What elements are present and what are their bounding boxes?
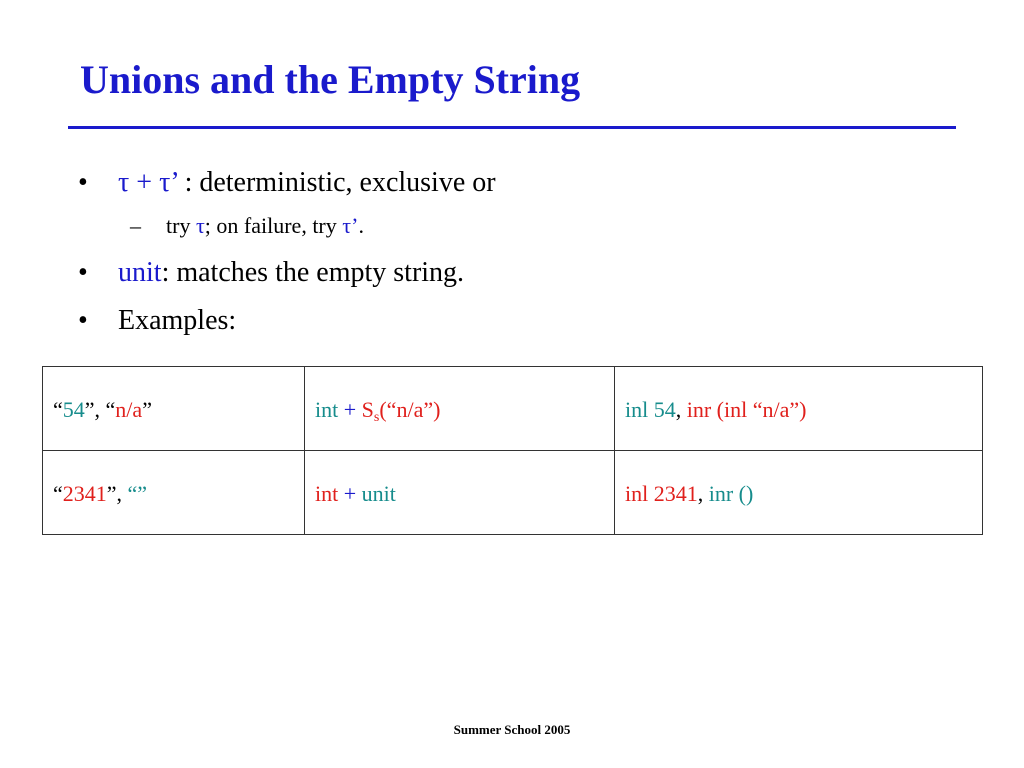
type-string: $S_s(“n/a”)$ — [361, 397, 441, 425]
tau-symbol: τ — [118, 167, 130, 198]
table-cell-input: “2341”, “” — [43, 451, 305, 535]
plus-symbol: + — [343, 397, 357, 422]
table-cell-input: “54”, “n/a” — [43, 367, 305, 451]
title-underline — [68, 126, 956, 129]
result-inr: inr (inl “n/a”) — [686, 397, 807, 422]
type-unit: unit — [361, 481, 396, 506]
bullet-unit-text — [118, 256, 464, 290]
examples-table — [42, 366, 983, 535]
table-cell-result: inl 2341, inr () — [615, 451, 983, 535]
bullet-dot: • — [78, 257, 88, 288]
tau-prime-symbol: τ’ — [342, 213, 359, 238]
sub-text-2: ; on failure, try — [204, 213, 343, 238]
table-row — [43, 451, 983, 535]
value-na: n/a — [115, 397, 143, 422]
bullet-dot: • — [78, 305, 88, 336]
type-int: int — [315, 397, 339, 422]
result-inl: inl 2341 — [625, 481, 698, 506]
slide-footer: Summer School 2005 — [453, 722, 571, 737]
bullet-examples-text: Examples: — [118, 305, 237, 336]
table-cell-type — [305, 367, 615, 451]
table-cell-result: inl 54, inr (inl “n/a”) — [615, 367, 983, 451]
bullet-union-text — [118, 166, 496, 200]
value-2341: 2341 — [62, 481, 107, 506]
tau-prime-symbol: τ’ — [159, 167, 178, 198]
result-inr: inr () — [708, 481, 754, 506]
unit-keyword: unit — [118, 257, 162, 288]
sub-text-1: try — [166, 213, 196, 238]
plus-symbol: + — [343, 481, 357, 506]
plus-symbol: + — [136, 167, 153, 198]
value-empty: “” — [127, 481, 148, 506]
bullet-dot: • — [78, 167, 88, 198]
slide-title: Unions and the Empty String — [80, 57, 581, 102]
sub-text-3: . — [358, 213, 364, 238]
bullet-unit-desc: : matches the empty string. — [161, 257, 465, 288]
bullet-union-desc: : deterministic, exclusive or — [177, 167, 496, 198]
table-row — [43, 367, 983, 451]
value-54: 54 — [62, 397, 85, 422]
tau-symbol: τ — [195, 213, 205, 238]
type-int: int — [315, 481, 339, 506]
table-cell-type — [305, 451, 615, 535]
result-inl: inl 54 — [625, 397, 676, 422]
sub-bullet-text — [166, 212, 364, 240]
sub-bullet-dash: – — [130, 213, 141, 238]
